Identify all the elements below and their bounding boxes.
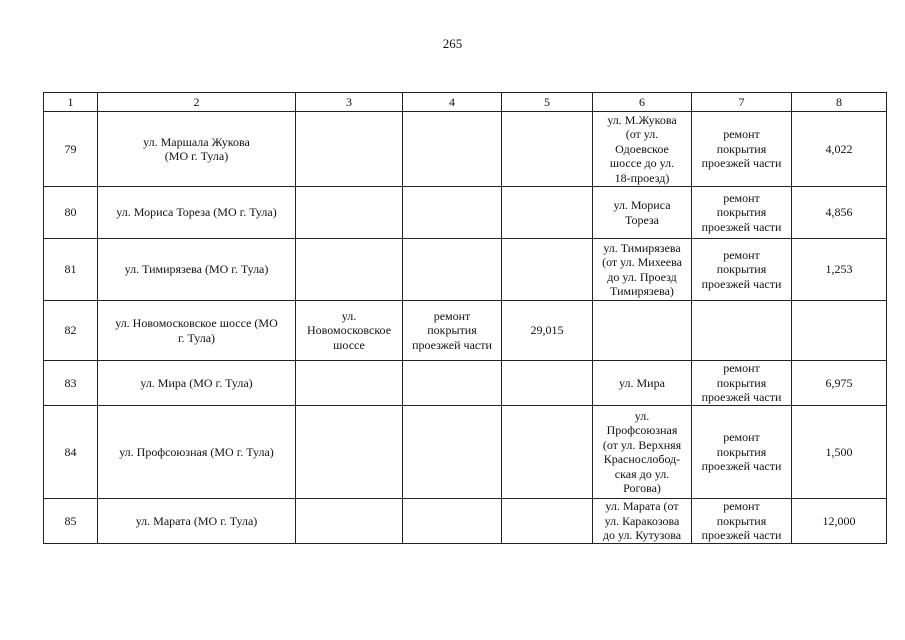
column-header: 5 [502, 93, 593, 112]
work-type [403, 361, 502, 406]
work-description [692, 301, 792, 361]
section-description: ул. М.Жукова (от ул. Одоевское шоссе до ул. 18-проезд) [593, 112, 692, 187]
street-name: ул. Новомосковское шоссе (МО г. Тула) [98, 301, 296, 361]
amount-value: 4,856 [792, 187, 887, 239]
page-number: 265 [442, 36, 463, 51]
length-value [502, 187, 593, 239]
work-type [403, 499, 502, 544]
row-number: 85 [44, 499, 98, 544]
section-description: ул. Тимирязева (от ул. Михеева до ул. Проезд Тимирязева) [593, 239, 692, 301]
work-type: ремонт покрытия проезжей части [403, 301, 502, 361]
street-name: ул. Мира (МО г. Тула) [98, 361, 296, 406]
length-value [502, 239, 593, 301]
amount-value: 1,500 [792, 406, 887, 499]
table-row [44, 499, 887, 544]
column-header: 8 [792, 93, 887, 112]
column-header: 1 [44, 93, 98, 112]
work-type [403, 187, 502, 239]
row-number: 79 [44, 112, 98, 187]
street-name: ул. Мориса Тореза (МО г. Тула) [98, 187, 296, 239]
row-number: 82 [44, 301, 98, 361]
street-name: ул. Марата (МО г. Тула) [98, 499, 296, 544]
amount-value: 1,253 [792, 239, 887, 301]
segment-name [296, 361, 403, 406]
column-header: 2 [98, 93, 296, 112]
length-value: 29,015 [502, 301, 593, 361]
column-header: 6 [593, 93, 692, 112]
segment-name: ул. Новомосковское шоссе [296, 301, 403, 361]
amount-value: 6,975 [792, 361, 887, 406]
table-row [44, 112, 887, 187]
table-body [44, 112, 887, 544]
work-description: ремонт покрытия проезжей части [692, 499, 792, 544]
amount-value [792, 301, 887, 361]
table-row [44, 239, 887, 301]
column-header: 7 [692, 93, 792, 112]
work-type [403, 239, 502, 301]
segment-name [296, 112, 403, 187]
row-number: 83 [44, 361, 98, 406]
row-number: 80 [44, 187, 98, 239]
work-type [403, 112, 502, 187]
segment-name [296, 239, 403, 301]
length-value [502, 112, 593, 187]
segment-name [296, 499, 403, 544]
length-value [502, 499, 593, 544]
segment-name [296, 406, 403, 499]
section-description [593, 301, 692, 361]
column-header: 3 [296, 93, 403, 112]
work-description: ремонт покрытия проезжей части [692, 361, 792, 406]
table-row [44, 361, 887, 406]
segment-name [296, 187, 403, 239]
road-repair-table [43, 92, 887, 544]
street-name: ул. Тимирязева (МО г. Тула) [98, 239, 296, 301]
table-row [44, 187, 887, 239]
work-description: ремонт покрытия проезжей части [692, 239, 792, 301]
length-value [502, 406, 593, 499]
work-description: ремонт покрытия проезжей части [692, 187, 792, 239]
section-description: ул. Профсоюзная (от ул. Верхняя Краснослобод- ская до ул. Рогова) [593, 406, 692, 499]
section-description: ул. Марата (от ул. Каракозова до ул. Кутузова [593, 499, 692, 544]
table-row [44, 301, 887, 361]
row-number: 84 [44, 406, 98, 499]
table-header-row [44, 93, 887, 112]
table-row [44, 406, 887, 499]
amount-value: 4,022 [792, 112, 887, 187]
work-description: ремонт покрытия проезжей части [692, 406, 792, 499]
street-name: ул. Маршала Жукова (МО г. Тула) [98, 112, 296, 187]
work-type [403, 406, 502, 499]
street-name: ул. Профсоюзная (МО г. Тула) [98, 406, 296, 499]
row-number: 81 [44, 239, 98, 301]
amount-value: 12,000 [792, 499, 887, 544]
work-description: ремонт покрытия проезжей части [692, 112, 792, 187]
length-value [502, 361, 593, 406]
section-description: ул. Мориса Тореза [593, 187, 692, 239]
column-header: 4 [403, 93, 502, 112]
section-description: ул. Мира [593, 361, 692, 406]
